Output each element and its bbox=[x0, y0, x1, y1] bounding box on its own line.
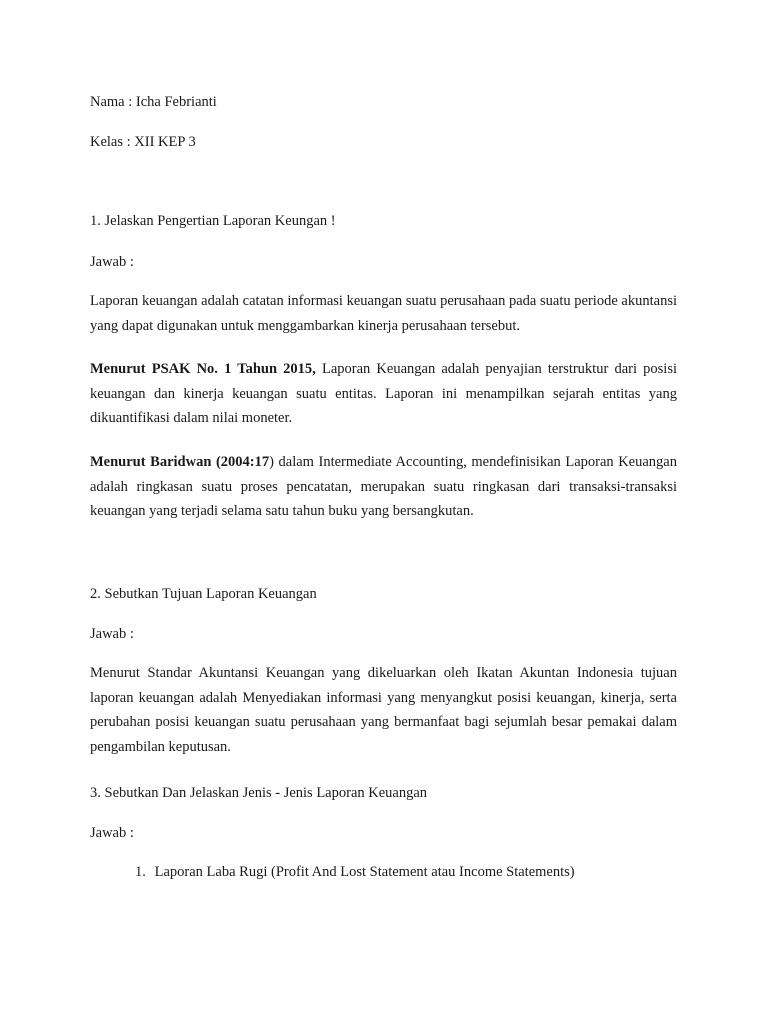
answer-label-3: Jawab : bbox=[90, 825, 134, 841]
q2-paragraph-1: Menurut Standar Akuntansi Keuangan yang dikeluarkan oleh Ikatan Akuntan Indonesia tujuan laporan keuangan adalah Menyediakan informasi yang menyangkut posisi keuangan, kinerja, serta perubahan posisi keuangan suatu perusahaan yang bermanfaat bagi sejumlah besar pemakai dalam pengambilan keputusan. bbox=[90, 665, 677, 755]
q1-paragraph-3-paren: ) bbox=[269, 454, 274, 470]
q1-paragraph-1: Laporan keuangan adalah catatan informasi keuangan suatu perusahaan pada suatu periode akuntansi yang dapat digunakan untuk menggambarkan kinerja perusahaan tersebut. bbox=[90, 293, 677, 334]
list-item-number: 1. bbox=[135, 864, 146, 880]
list-item bbox=[135, 860, 677, 884]
q1-paragraph-3-lead: Menurut Baridwan (2004:17 bbox=[90, 454, 270, 470]
student-name: Nama : Icha Febrianti bbox=[90, 94, 217, 110]
q1-paragraph-3 bbox=[90, 450, 677, 524]
q1-paragraph-2-body: Laporan Keuangan adalah penyajian terstruktur dari posisi keuangan dan kinerja keuangan suatu entitas. Laporan ini menampilkan sejarah entitas yang dikuantifikasi dalam nilai moneter. bbox=[90, 361, 677, 426]
question-3: 3. Sebutkan Dan Jelaskan Jenis - Jenis Laporan Keuangan bbox=[90, 785, 428, 801]
answer-label-1: Jawab : bbox=[90, 254, 134, 270]
q1-paragraph-2-lead: Menurut PSAK No. 1 Tahun 2015, bbox=[90, 361, 316, 377]
q1-paragraph-2 bbox=[90, 357, 677, 431]
list-item-text: Laporan Laba Rugi (Profit And Lost Statement atau Income Statements) bbox=[154, 864, 575, 880]
q1-paragraph-3-body: dalam Intermediate Accounting, mendefinisikan Laporan Keuangan adalah ringkasan suatu proses pencatatan, merupakan suatu ringkasan dari transaksi-transaksi keuangan yang terjadi selama satu tahun buku yang bersangkutan. bbox=[90, 454, 677, 519]
answer-label-2: Jawab : bbox=[90, 626, 134, 642]
question-1: 1. Jelaskan Pengertian Laporan Keungan ! bbox=[90, 213, 336, 229]
student-class: Kelas : XII KEP 3 bbox=[90, 134, 196, 150]
question-2: 2. Sebutkan Tujuan Laporan Keuangan bbox=[90, 586, 317, 602]
